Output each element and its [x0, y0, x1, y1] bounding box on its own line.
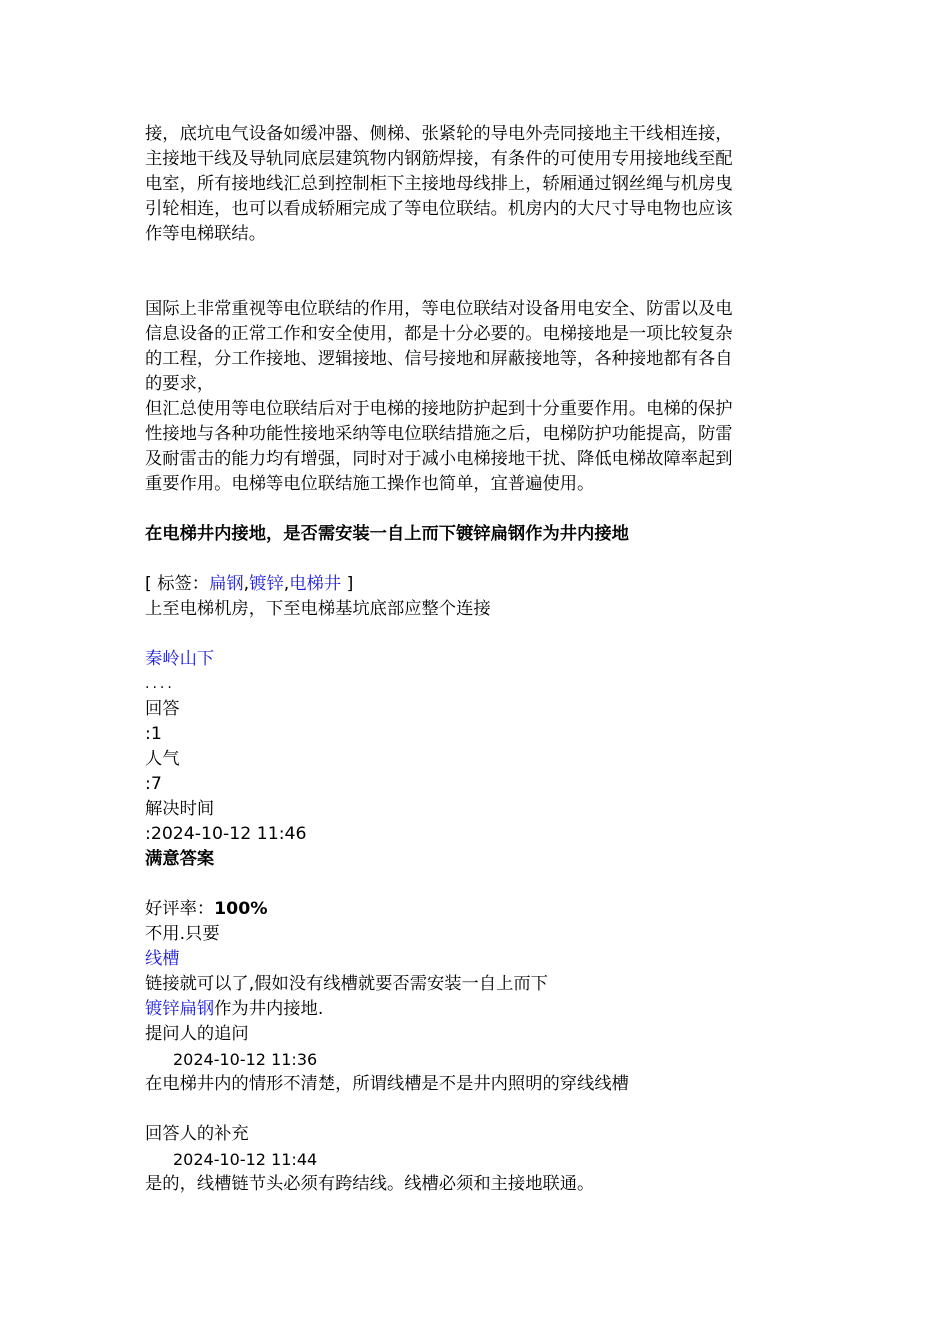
answers-label: 回答 [145, 699, 180, 719]
text-line: 性接地与各种功能性接地采纳等电位联结措施之后，电梯防护功能提高，防雷 [145, 424, 733, 444]
document-page [145, 122, 810, 1197]
followup-time: 2024-10-12 11:36 [173, 1050, 318, 1069]
answer-text: 链接就可以了,假如没有线槽就要否需安装一自上而下 [145, 974, 548, 994]
popularity-label: 人气 [145, 749, 180, 769]
followup-label: 提问人的追问 [145, 1024, 249, 1044]
tags-suffix: ] [341, 574, 354, 594]
spacer [145, 547, 810, 572]
text-line: 的工程，分工作接地、逻辑接地、信号接地和屏蔽接地等，各种接地都有各自 [145, 349, 733, 369]
text-line: 重要作用。电梯等电位联结施工操作也简单，宜普遍使用。 [145, 474, 595, 494]
tag-separator: , [243, 574, 250, 594]
article-paragraph-2 [145, 297, 810, 497]
spacer [145, 247, 810, 297]
answer-text-row [145, 997, 810, 1022]
question-body: 上至电梯机房，下至电梯基坑底部应整个连接 [145, 599, 491, 619]
text-line: 但汇总使用等电位联结后对于电梯的接地防护起到十分重要作用。电梯的保护 [145, 399, 733, 419]
rating-label: 好评率： [145, 899, 215, 919]
rating-row [145, 897, 810, 922]
popularity-value: :7 [145, 774, 162, 794]
text-line: 国际上非常重视等电位联结的作用，等电位联结对设备用电安全、防雷以及电 [145, 299, 733, 319]
tag-link-flat-steel[interactable]: 扁钢 [209, 574, 244, 594]
solved-time-label: 解决时间 [145, 799, 215, 819]
answers-value: :1 [145, 724, 162, 744]
answer-link-galvanized-flat-steel[interactable]: 镀锌扁钢 [145, 999, 215, 1019]
best-answer-heading: 满意答案 [145, 849, 215, 869]
spacer [145, 1097, 810, 1122]
text-line: 电室，所有接地线汇总到控制柜下主接地母线排上，轿厢通过钢丝绳与机房曳 [145, 174, 733, 194]
question-tags [145, 572, 810, 597]
supplement-text: 是的，线槽链节头必须有跨结线。线槽必须和主接地联通。 [145, 1174, 595, 1194]
text-line: 引轮相连，也可以看成轿厢完成了等电位联结。机房内的大尺寸导电物也应该 [145, 199, 733, 219]
asker-name-link[interactable]: 秦岭山下 [145, 649, 215, 669]
tag-separator: , [283, 574, 290, 594]
rating-value: 100% [214, 899, 268, 919]
answer-link-cable-trough[interactable]: 线槽 [145, 949, 180, 969]
answer-text: 作为井内接地. [214, 999, 324, 1019]
solved-time-value: :2024-10-12 11:46 [145, 824, 307, 844]
asker-level-dots: .... [145, 676, 175, 692]
text-line: 接，底坑电气设备如缓冲器、侧梯、张紧轮的导电外壳同接地主干线相连接， [145, 124, 733, 144]
spacer [145, 497, 810, 522]
text-line: 的要求， [145, 374, 215, 394]
tags-prefix: [ 标签： [145, 574, 210, 594]
text-line: 作等电梯联结。 [145, 224, 266, 244]
spacer [145, 872, 810, 897]
followup-text: 在电梯井内的情形不清楚，所谓线槽是不是井内照明的穿线线槽 [145, 1074, 629, 1094]
text-line: 信息设备的正常工作和安全使用，都是十分必要的。电梯接地是一项比较复杂 [145, 324, 733, 344]
question-title: 在电梯井内接地，是否需安装一自上而下镀锌扁钢作为井内接地 [145, 524, 629, 544]
supplement-label: 回答人的补充 [145, 1124, 249, 1144]
answer-text: 不用.只要 [145, 924, 220, 944]
article-paragraph-1 [145, 122, 810, 247]
text-line: 及耐雷击的能力均有增强，同时对于减小电梯接地干扰、降低电梯故障率起到 [145, 449, 733, 469]
tag-link-galvanized[interactable]: 镀锌 [249, 574, 284, 594]
text-line: 主接地干线及导轨同底层建筑物内钢筋焊接，有条件的可使用专用接地线至配 [145, 149, 733, 169]
supplement-time: 2024-10-12 11:44 [173, 1150, 318, 1169]
tag-link-elevator-shaft[interactable]: 电梯井 [289, 574, 342, 594]
spacer [145, 622, 810, 647]
